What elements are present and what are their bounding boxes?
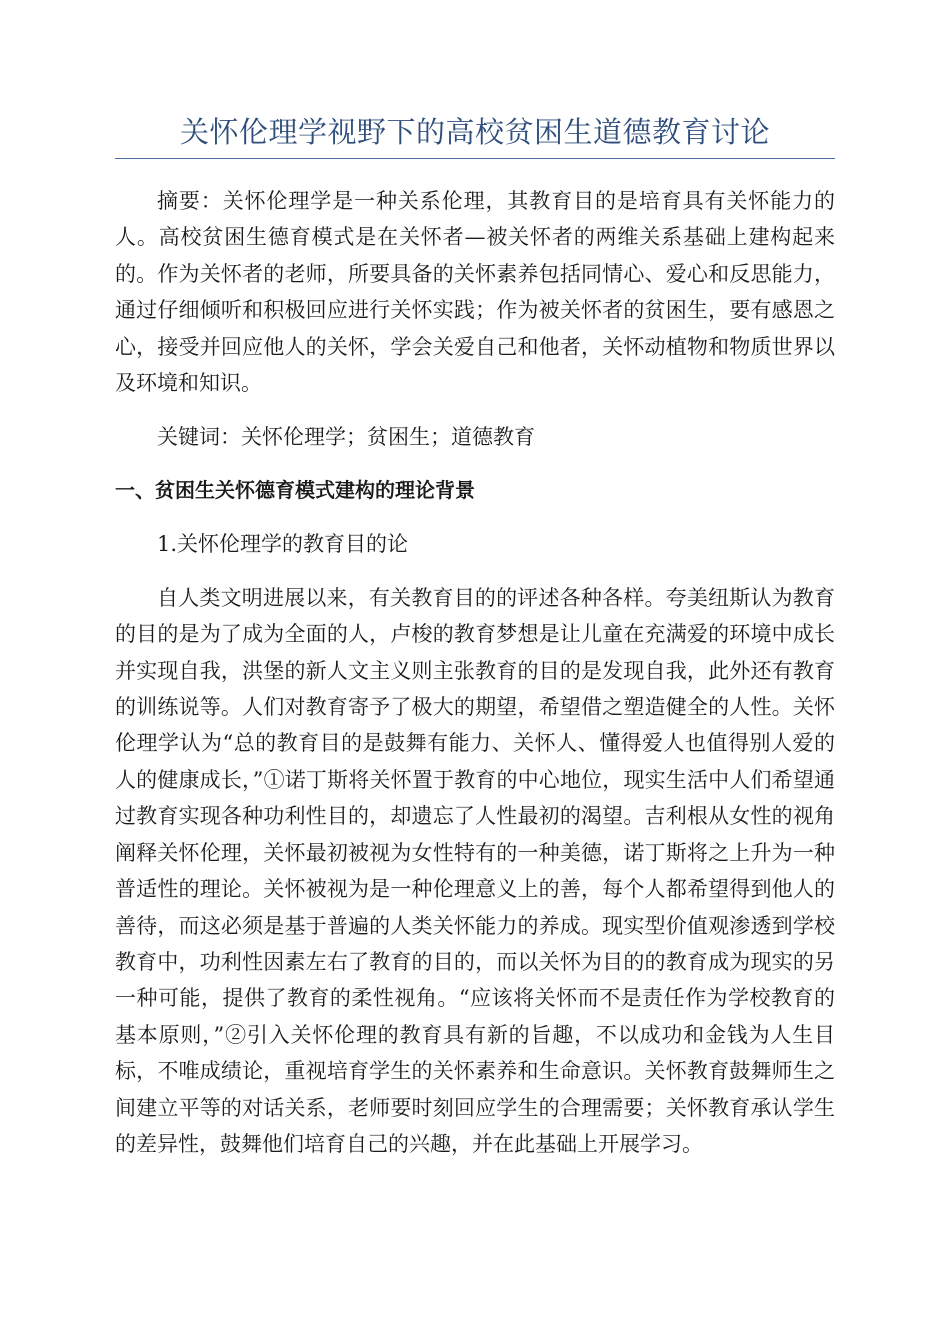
subsection-heading-1-1: 1.关怀伦理学的教育目的论 [157,531,409,556]
document-title: 关怀伦理学视野下的高校贫困生道德教育讨论 [115,110,835,159]
body-paragraph: 自人类文明进展以来，有关教育目的的评述各种各样。夸美纽斯认为教育的目的是为了成为全面的人，卢梭的教育梦想是让儿童在充满爱的环境中成长并实现自我，洪堡的新人文主义则主张教育的目的是发现自我，此外还有教育的训练说等。人们对教育寄予了极大的期望，希望借之塑造健全的人性。关怀伦理学认为“总的教育目的是鼓舞有能力、关怀人、懂得爱人也值得别人爱的人的健康成长，”①诺丁斯将关怀置于教育的中心地位，现实生活中人们希望通过教育实现各种功利性目的，却遗忘了人性最初的渴望。吉利根从女性的视角阐释关怀伦理，关怀最初被视为女性特有的一种美德，诺丁斯将之上升为一种普适性的理论。关怀被视为是一种伦理意义上的善，每个人都希望得到他人的善待，而这必须是基于普遍的人类关怀能力的养成。现实型价值观渗透到学校教育中，功利性因素左右了教育的目的，而以关怀为目的的教育成为现实的另一种可能，提供了教育的柔性视角。“应该将关怀而不是责任作为学校教育的基本原则，”②引入关怀伦理的教育具有新的旨趣，不以成功和金钱为人生目标，不唯成绩论，重视培育学生的关怀素养和生命意识。关怀教育鼓舞师生之间建立平等的对话关系，老师要时刻回应学生的合理需要；关怀教育承认学生的差异性，鼓舞他们培育自己的兴趣，并在此基础上开展学习。 [115,585,835,1156]
document-page [115,110,835,1162]
keywords-line: 关键词：关怀伦理学；贫困生；道德教育 [157,425,535,450]
section-heading-1: 一、贫困生关怀德育模式建构的理论背景 [115,477,475,502]
abstract-paragraph: 摘要：关怀伦理学是一种关系伦理，其教育目的是培育具有关怀能力的人。高校贫困生德育模式是在关怀者—被关怀者的两维关系基础上建构起来的。作为关怀者的老师，所要具备的关怀素养包括同情心、爱心和反思能力，通过仔细倾听和积极回应进行关怀实践；作为被关怀者的贫困生，要有感恩之心，接受并回应他人的关怀，学会关爱自己和他者，关怀动植物和物质世界以及环境和知识。 [115,189,835,396]
